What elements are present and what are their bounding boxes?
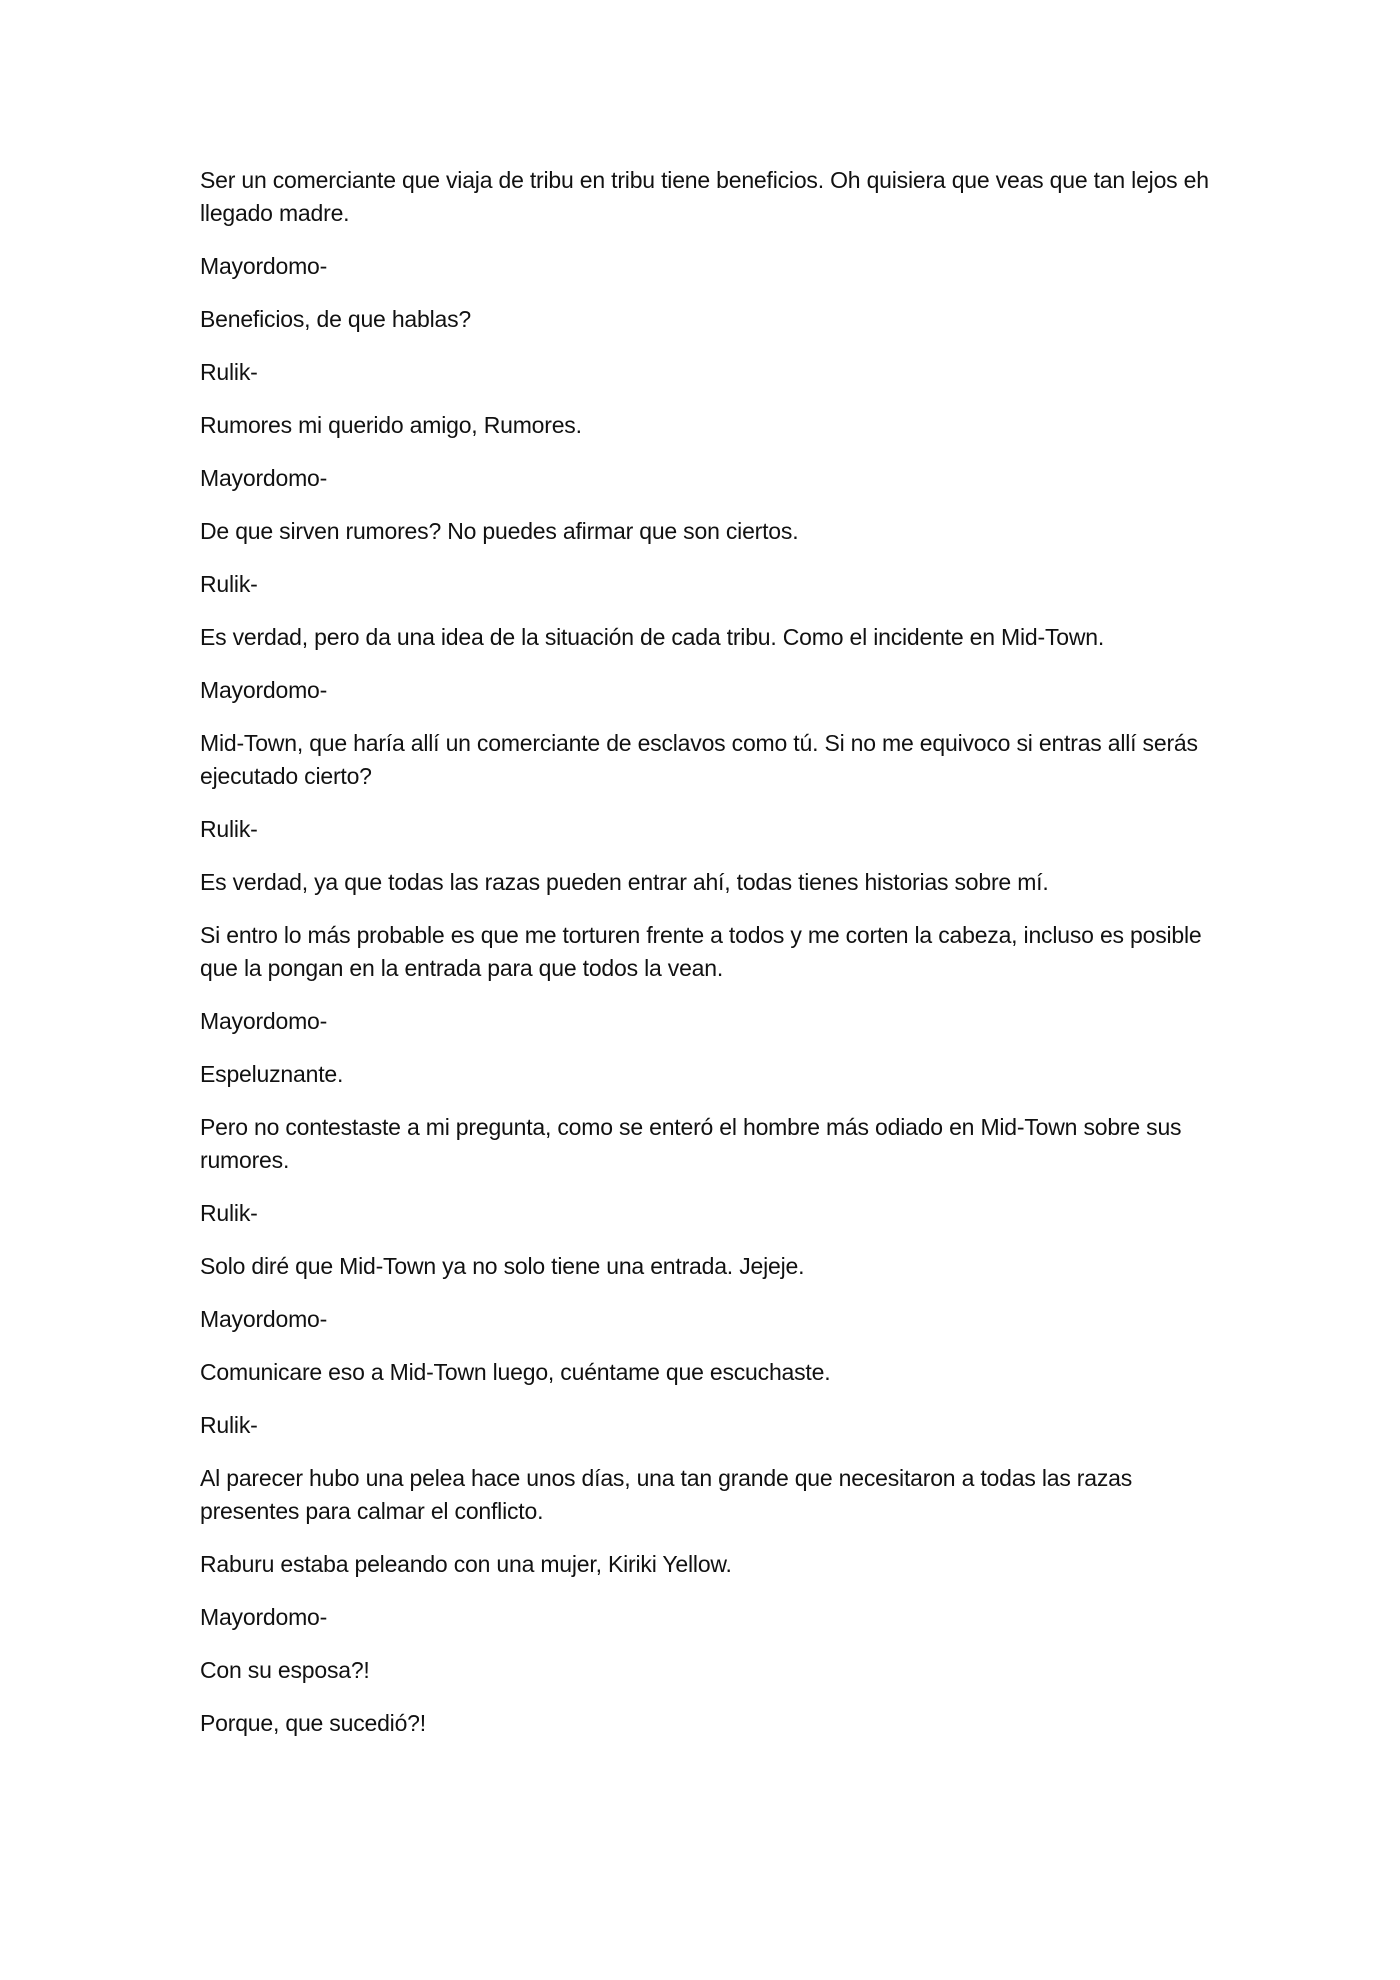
dialogue-line: Espeluznante. [200, 1061, 344, 1087]
speaker-label-rulik: Rulik- [200, 1200, 258, 1226]
dialogue-line: Si entro lo más probable es que me torturen frente a todos y me corten la cabeza, incluso es posible que la pongan en la entrada para que todos la vean. [200, 922, 1202, 981]
dialogue-line: Porque, que sucedió?! [200, 1710, 426, 1736]
dialogue-line: Al parecer hubo una pelea hace unos días, una tan grande que necesitaron a todas las razas presentes para calmar el conflicto. [200, 1465, 1133, 1524]
dialogue-line: Rumores mi querido amigo, Rumores. [200, 412, 582, 438]
speaker-label-rulik: Rulik- [200, 359, 258, 385]
speaker-label-mayordomo: Mayordomo- [200, 1306, 328, 1332]
document-body [200, 164, 1210, 1760]
speaker-label-mayordomo: Mayordomo- [200, 1604, 328, 1630]
paragraph-narration: Ser un comerciante que viaja de tribu en tribu tiene beneficios. Oh quisiera que veas que tan lejos eh llegado madre. [200, 167, 1209, 226]
dialogue-line: Con su esposa?! [200, 1657, 370, 1683]
dialogue-line: Raburu estaba peleando con una mujer, Kiriki Yellow. [200, 1551, 732, 1577]
dialogue-line: Es verdad, ya que todas las razas pueden entrar ahí, todas tienes historias sobre mí. [200, 869, 1049, 895]
speaker-label-mayordomo: Mayordomo- [200, 465, 328, 491]
dialogue-line: Mid-Town, que haría allí un comerciante de esclavos como tú. Si no me equivoco si entras allí serás ejecutado cierto? [200, 730, 1198, 789]
dialogue-line: Comunicare eso a Mid-Town luego, cuéntame que escuchaste. [200, 1359, 831, 1385]
speaker-label-rulik: Rulik- [200, 1412, 258, 1438]
speaker-label-rulik: Rulik- [200, 816, 258, 842]
dialogue-line: Beneficios, de que hablas? [200, 306, 472, 332]
speaker-label-rulik: Rulik- [200, 571, 258, 597]
dialogue-line: De que sirven rumores? No puedes afirmar que son ciertos. [200, 518, 799, 544]
speaker-label-mayordomo: Mayordomo- [200, 253, 328, 279]
speaker-label-mayordomo: Mayordomo- [200, 677, 328, 703]
dialogue-line: Es verdad, pero da una idea de la situación de cada tribu. Como el incidente en Mid-Town. [200, 624, 1105, 650]
dialogue-line: Pero no contestaste a mi pregunta, como se enteró el hombre más odiado en Mid-Town sobre sus rumores. [200, 1114, 1182, 1173]
speaker-label-mayordomo: Mayordomo- [200, 1008, 328, 1034]
dialogue-line: Solo diré que Mid-Town ya no solo tiene una entrada. Jejeje. [200, 1253, 805, 1279]
